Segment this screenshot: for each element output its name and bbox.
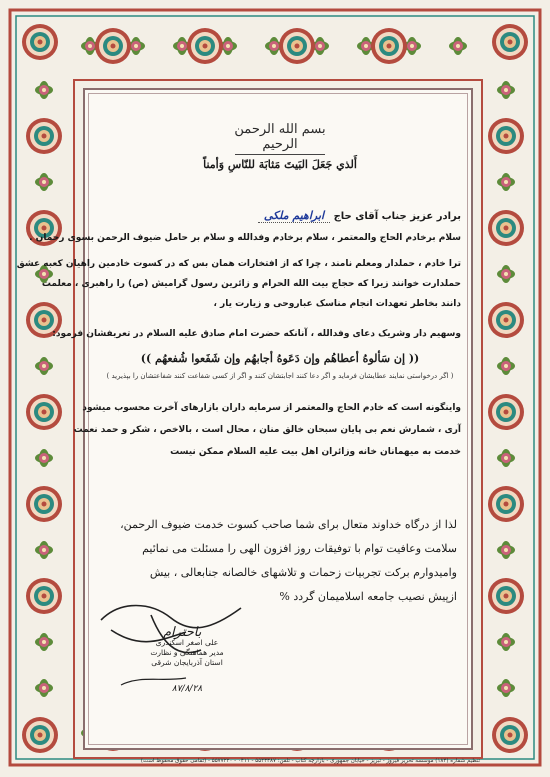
border-medallion xyxy=(26,394,62,430)
border-medallion xyxy=(488,394,524,430)
border-medallion xyxy=(26,578,62,614)
body-line: ازپیش نصیب جامعه اسلامیمان گردد % xyxy=(279,590,457,603)
body-line: واینگونه است که خادم الحاج والمعتمر از سرمایه داران بازارهای آخرت محسوب میشود xyxy=(82,403,461,413)
border-medallion xyxy=(488,486,524,522)
print-footer: تنظیم شماره (۱۸۴) موسسه تحریر فیروز - تبریز - خیابان جمهوری - بازارچه کتاب - تلفن: ۵۵۴۳۳۸۷ - ۰۴۱۱ - ۵۵۷۷۲۲۰ - (تمامی حقوق محفوظ است) xyxy=(140,758,480,764)
corner-medallion xyxy=(22,24,58,60)
body-line: خدمت به میهمانان خانه وزائران اهل بیت علیه السلام ممکن نیست xyxy=(170,447,461,457)
corner-medallion xyxy=(492,717,528,753)
signatory-title: مدیر هماهنگی و نظارت xyxy=(150,648,224,657)
closing-phrase: باحترام xyxy=(163,625,202,640)
text-panel xyxy=(16,88,473,750)
corner-medallion xyxy=(22,717,58,753)
hadith: (( إن سَألوهُ أعطاهُم وإن دَعَوهُ أجابهُم وإن شَفَعوا شُفعهُم )) xyxy=(140,352,420,365)
body-line: سلام برخادم الحاج والمعتمر ، سلام برخادم وفدالله و سلام بر حامل ضیوف الرحمن بسوی رحمان . xyxy=(29,233,461,243)
border-medallion xyxy=(26,118,62,154)
quran-verse: أَلذي جَعَلَ البَيتَ مَثابَة للنّاسِ وَأمناً xyxy=(203,158,357,171)
body-line: لذا از درگاه خداوند متعال برای شما صاحب کسوت خدمت ضیوف الرحمن، xyxy=(120,518,457,531)
body-line: ترا خادم ، حملدار ومعلم نامند ، چرا که از افتخارات همان بس که در کسوت خادمین راهیان کعبه عشق xyxy=(16,259,461,269)
signatory-name: علی اصغر اسکندری xyxy=(155,638,219,647)
recipient-name: ابراهیم ملکی xyxy=(258,210,330,223)
border-medallion xyxy=(279,28,315,64)
corner-medallion xyxy=(492,24,528,60)
border-medallion xyxy=(95,28,131,64)
border-medallion xyxy=(488,118,524,154)
signatory-region: استان آذربایجان شرقی xyxy=(151,658,223,667)
border-medallion xyxy=(371,28,407,64)
signatory-block xyxy=(117,638,257,694)
border-medallion xyxy=(488,578,524,614)
signature-date: ۸۷/۸/۲۸ xyxy=(171,684,203,694)
body-line: حملدارت خوانند زیرا که حجاج بیت الله الحرام و زائرین رسول گرامیش (ص) را راهبری ، معلمت xyxy=(41,279,461,289)
hadith-translation: ( اگر درخواستی نمایند عطایشان فرماید و اگر دعا کنند اجابتشان کنند و اگر از کسی شفاعت کنند شفاعتشان را بپذیرید ) xyxy=(106,372,454,380)
body-line: وسهیم دار وشریک دعای وفدالله ، آنانکه حضرت امام صادق علیه السلام در تعریفشان فرمود: xyxy=(52,329,461,339)
border-medallion xyxy=(26,486,62,522)
basmala: بسم الله الرحمن الرحیم xyxy=(225,122,335,157)
body-line: دانند بخاطر تعهدات انجام مناسک عباروحی و زیارت یار ، xyxy=(213,299,461,309)
border-medallion xyxy=(488,302,524,338)
body-line: آری ، شمارش نعم بی پایان سبحان خالق منان ، محال است ، بالاخص ، شکر و حمد نعمت xyxy=(73,425,461,435)
body-line: وامیدوارم برکت تجربیات زحمات و تلاشهای خالصانه جنابعالی ، بیش xyxy=(149,566,457,579)
border-medallion xyxy=(488,210,524,246)
greeting-line: برادر عزیز جناب آقای حاج ابراهیم ملکی xyxy=(258,210,461,223)
border-medallion xyxy=(187,28,223,64)
body-line: سلامت وعافیت توام با توفیقات روز افزون الهی را مسئلت می نمائیم xyxy=(142,542,457,555)
